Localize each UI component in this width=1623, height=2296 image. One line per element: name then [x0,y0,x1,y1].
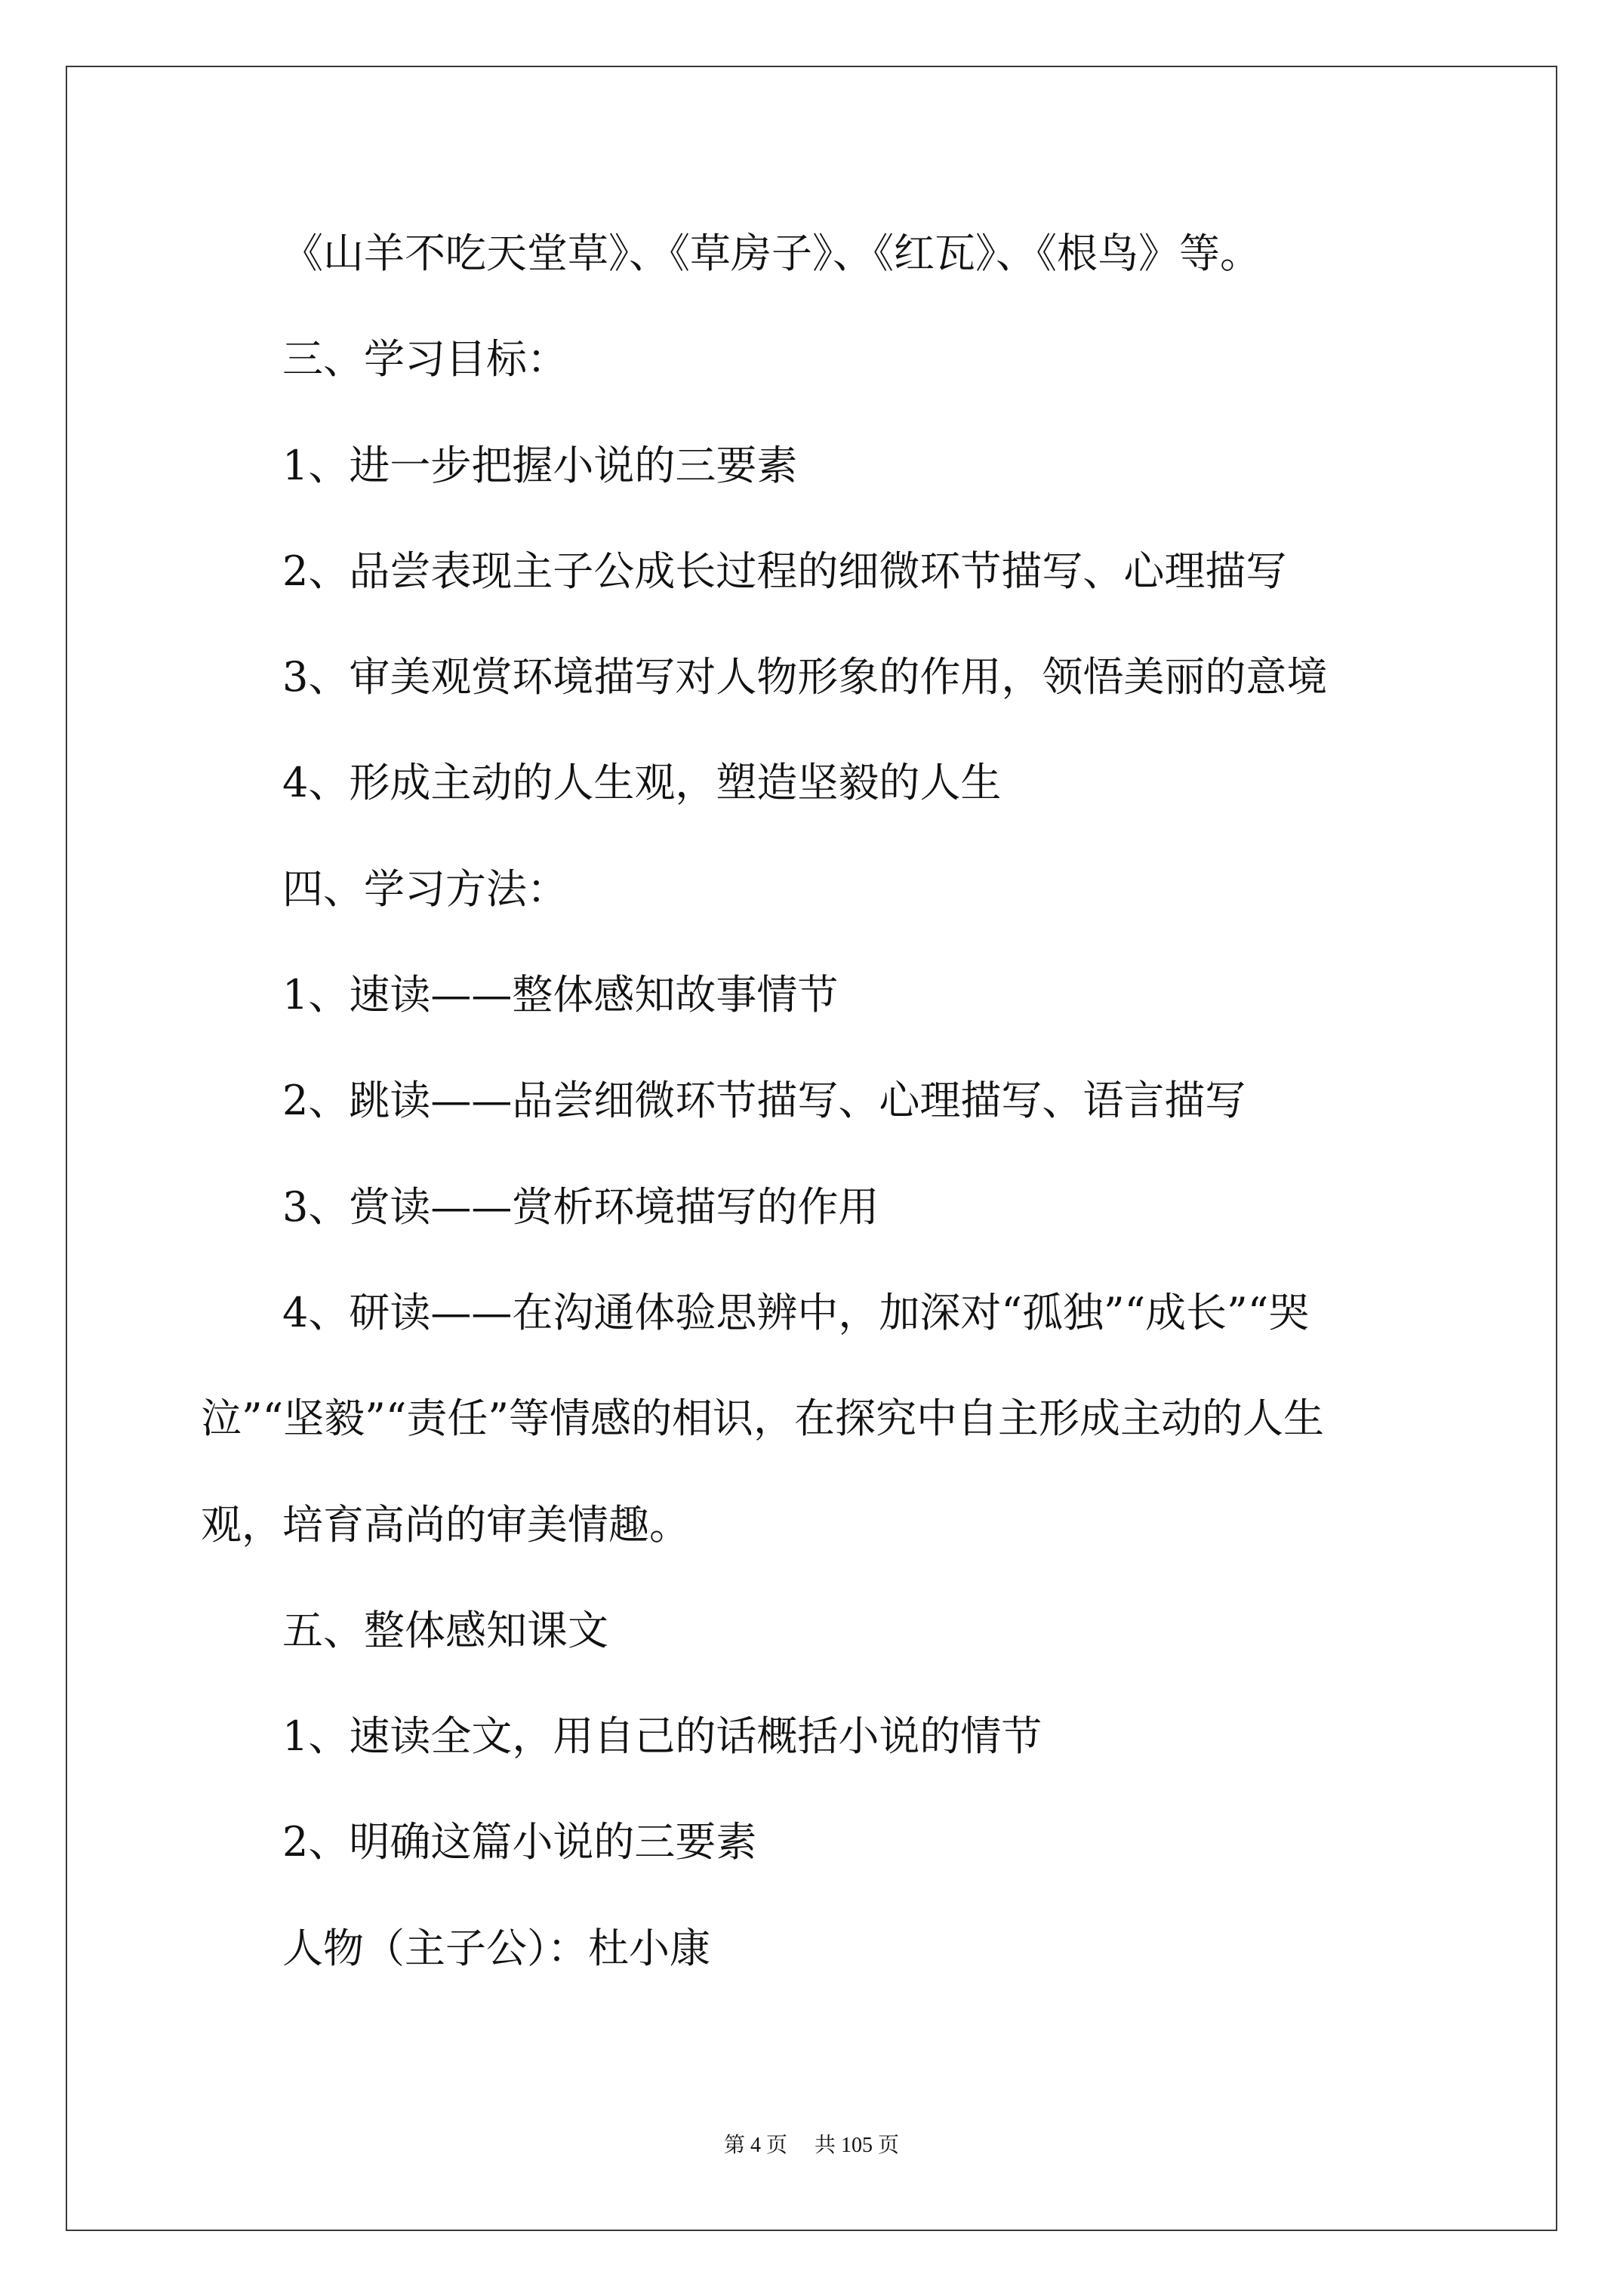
text-line: 观，培育高尚的审美情趣。 [201,1500,690,1549]
task-item-1 [201,1684,1484,1789]
method-item-1 [201,942,1484,1048]
text-line: 3、赏读——赏析环境描写的作用 [282,1182,879,1231]
text-line: 四、学习方法： [282,864,568,913]
heading-learning-methods [201,837,1484,942]
book-list-text [201,201,1484,307]
goal-item-4 [201,730,1484,836]
text-line: 五、整体感知课文 [282,1606,608,1654]
text-line: 1、速读全文，用自己的话概括小说的情节 [282,1712,1042,1761]
document-body [201,201,1484,2002]
text-line: 4、形成主动的人生观，塑造坚毅的人生 [282,759,1002,807]
page-count-total: 共 105 页 [815,2134,900,2157]
page-footer [0,2131,1623,2161]
method-item-3 [201,1154,1484,1260]
goal-item-3 [201,624,1484,730]
heading-learning-goals [201,307,1484,412]
text-line: 泣”“坚毅”“责任”等情感的相识，在探究中自主形成主动的人生 [201,1395,1325,1443]
text-line: 三、学习目标： [282,335,568,384]
method-item-4 [201,1260,1484,1578]
heading-overall-perception [201,1578,1484,1684]
text-line: 2、品尝表现主子公成长过程的细微环节描写、心理描写 [282,547,1287,595]
text-line: 3、审美观赏环境描写对人物形象的作用，领悟美丽的意境 [282,653,1328,701]
text-line: 《山羊不吃天堂草》、《草房子》、《红瓦》、《根鸟》等。 [282,230,1261,277]
text-line: 1、速读——整体感知故事情节 [282,971,839,1019]
character-line [201,1896,1484,2002]
text-line: 人物（主子公）：杜小康 [282,1924,710,1972]
text-line: 4、研读——在沟通体验思辨中，加深对“孤独”“成长”“哭 [282,1288,1310,1336]
method-item-2 [201,1048,1484,1154]
text-line: 2、明确这篇小说的三要素 [282,1818,757,1866]
text-line: 1、进一步把握小说的三要素 [282,441,798,489]
task-item-2 [201,1789,1484,1895]
page-number-current: 第 4 页 [723,2134,787,2157]
goal-item-1 [201,413,1484,519]
goal-item-2 [201,519,1484,624]
text-line: 2、跳读——品尝细微环节描写、心理描写、语言描写 [282,1077,1246,1125]
